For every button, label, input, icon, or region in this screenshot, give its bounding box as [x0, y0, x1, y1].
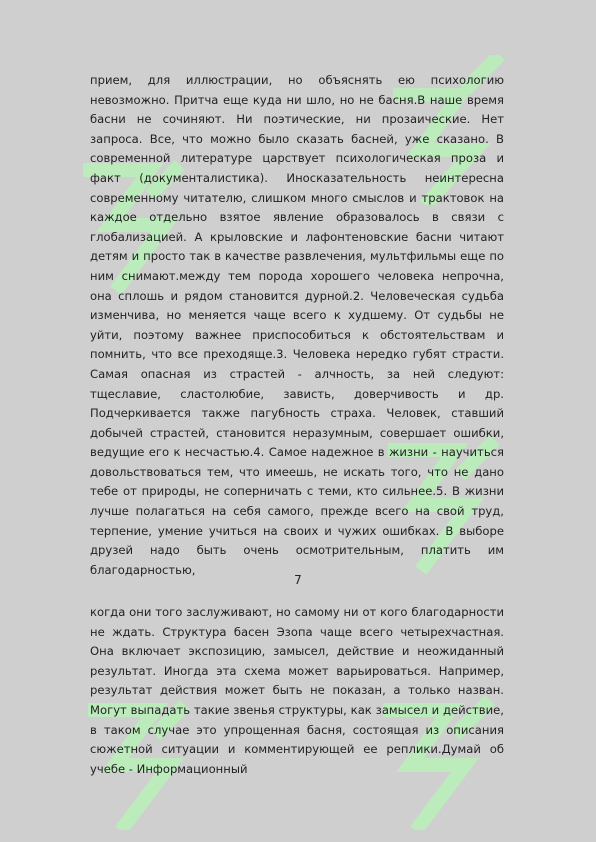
body-text-top	[90, 71, 504, 580]
paragraph: когда они того заслуживают, но самому ни от кого благодарности не ждать. Структура басен Эзопа чаще всего четырехчастная. Она включает экспозицию, замысел, действие и неожиданный результат. Иногда эта схема может варьироваться. Например, результат действия может быть не показан, а только назван. Могут выпадать такие звенья структуры, как замысел и действие, в таком случае это упрощенная басня, состоящая из описания сюжетной ситуации и комментирующей ее реплики.Думай об учебе - Информационный	[90, 605, 504, 776]
page-number: 7	[294, 573, 302, 587]
paragraph: прием, для иллюстрации, но объяснять ею психологию невозможно. Притча еще куда ни шло, но не басня.В наше время басни не сочиняют. Ни поэтические, ни прозаические. Нет запроса. Все, что можно было сказать басней, уже сказано. В современной литературе царствует психологическая проза и факт (документалистика). Иносказательность неинтересна современному читателю, слишком много смыслов и трактовок на каждое отдельно взятое явление образовалось в связи с глобализацией. А крыловские и лафонтеновские басни читают детям и просто так в качестве развлечения, мультфильмы еще по ним снимают.между тем порода хорошего человека непрочна, она сплошь и рядом становится дурной.2. Человеческая судьба изменчива, но меняется чаще всего к худшему. От судьбы не уйти, поэтому важнее приспособиться к обстоятельствам и помнить, что все преходяще.3. Человека нередко губят страсти. Самая опасная из страстей - алчность, за ней следуют: тщеславие, сластолюбие, зависть, доверчивость и др. Подчеркивается также пагубность страха. Человек, ставший добычей страстей, становится неразумным, совершает ошибки, ведущие его к несчастью.4. Самое надежное в жизни - научиться довольствоваться тем, что имеешь, не искать того, что не дано тебе от природы, не соперничать с теми, кто сильнее.5. В жизни лучше полагаться на себя самого, прежде всего на свой труд, терпение, умение учиться на своих и чужих ошибках. В выборе друзей надо быть очень осмотрительным, платить им благодарностью,	[90, 73, 504, 577]
body-text-bottom	[90, 603, 504, 779]
